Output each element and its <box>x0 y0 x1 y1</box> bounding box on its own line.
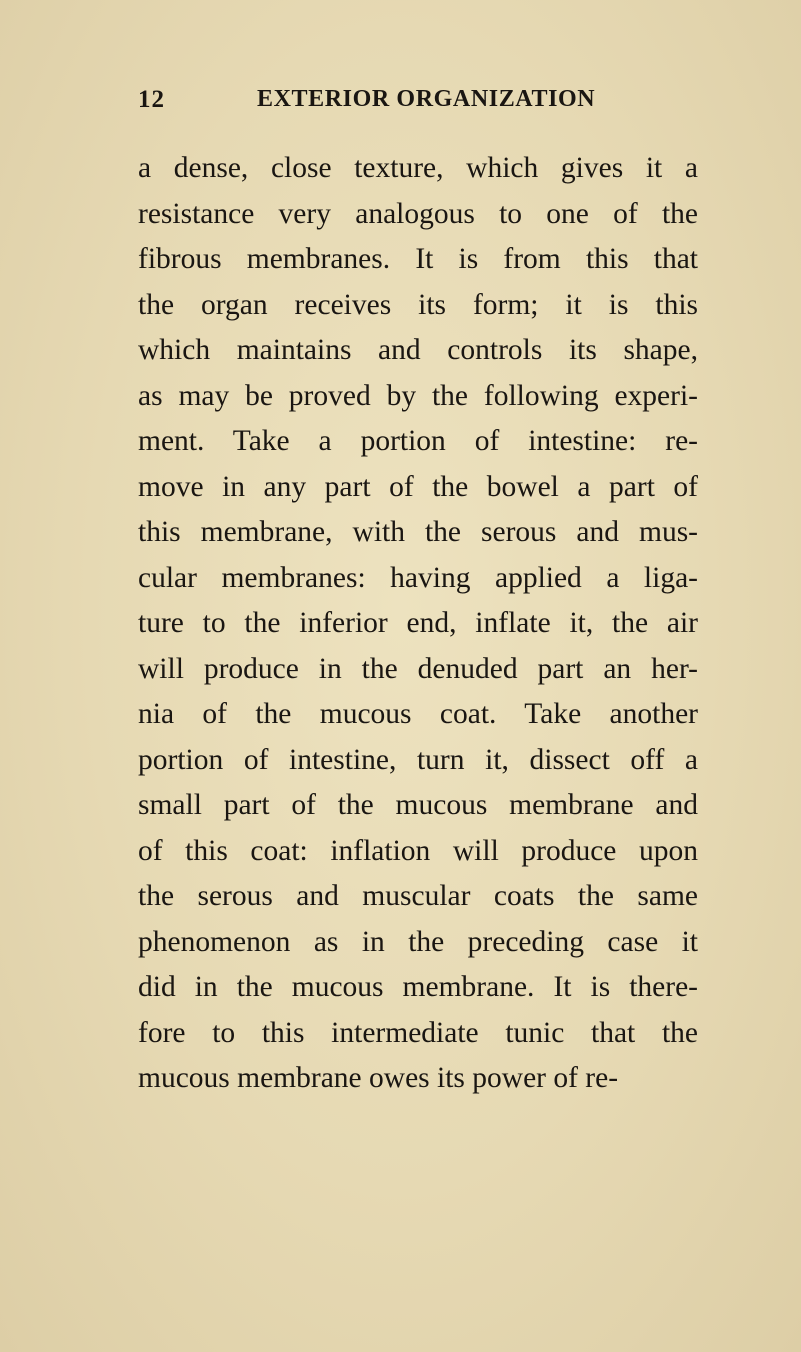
text-line: ment. Take a portion of intestine: re- <box>138 425 698 457</box>
body-paragraph <box>138 146 698 1102</box>
running-head: EXTERIOR ORGANIZATION <box>257 86 596 112</box>
text-line: ture to the inferior end, inflate it, the air <box>138 607 698 639</box>
text-line: of this coat: inflation will produce upon <box>138 834 698 867</box>
text-line: nia of the mucous coat. Take another <box>138 698 698 730</box>
text-line: small part of the mucous membrane and <box>138 789 698 821</box>
text-line: the organ receives its form; it is this <box>138 288 698 321</box>
text-line: cular membranes: having applied a liga- <box>138 561 698 594</box>
text-line: portion of intestine, turn it, dissect off a <box>138 743 698 776</box>
text-line: which maintains and controls its shape, <box>138 334 698 366</box>
text-line: will produce in the denuded part an her- <box>138 652 698 685</box>
text-line: move in any part of the bowel a part of <box>138 470 698 503</box>
text-line: fore to this intermediate tunic that the <box>138 1016 698 1049</box>
text-line: did in the mucous membrane. It is there- <box>138 971 698 1003</box>
text-line: resistance very analogous to one of the <box>138 197 698 230</box>
text-line: mucous membrane owes its power of re- <box>138 1062 619 1094</box>
page-number: 12 <box>138 86 165 113</box>
text-line: the serous and muscular coats the same <box>138 880 698 912</box>
text-line: fibrous membranes. It is from this that <box>138 243 698 275</box>
text-line: phenomenon as in the preceding case it <box>138 925 698 958</box>
page-header <box>138 86 698 120</box>
text-line: as may be proved by the following experi- <box>138 379 698 412</box>
text-line: a dense, close texture, which gives it a <box>138 152 698 184</box>
text-line: this membrane, with the serous and mus- <box>138 516 698 548</box>
